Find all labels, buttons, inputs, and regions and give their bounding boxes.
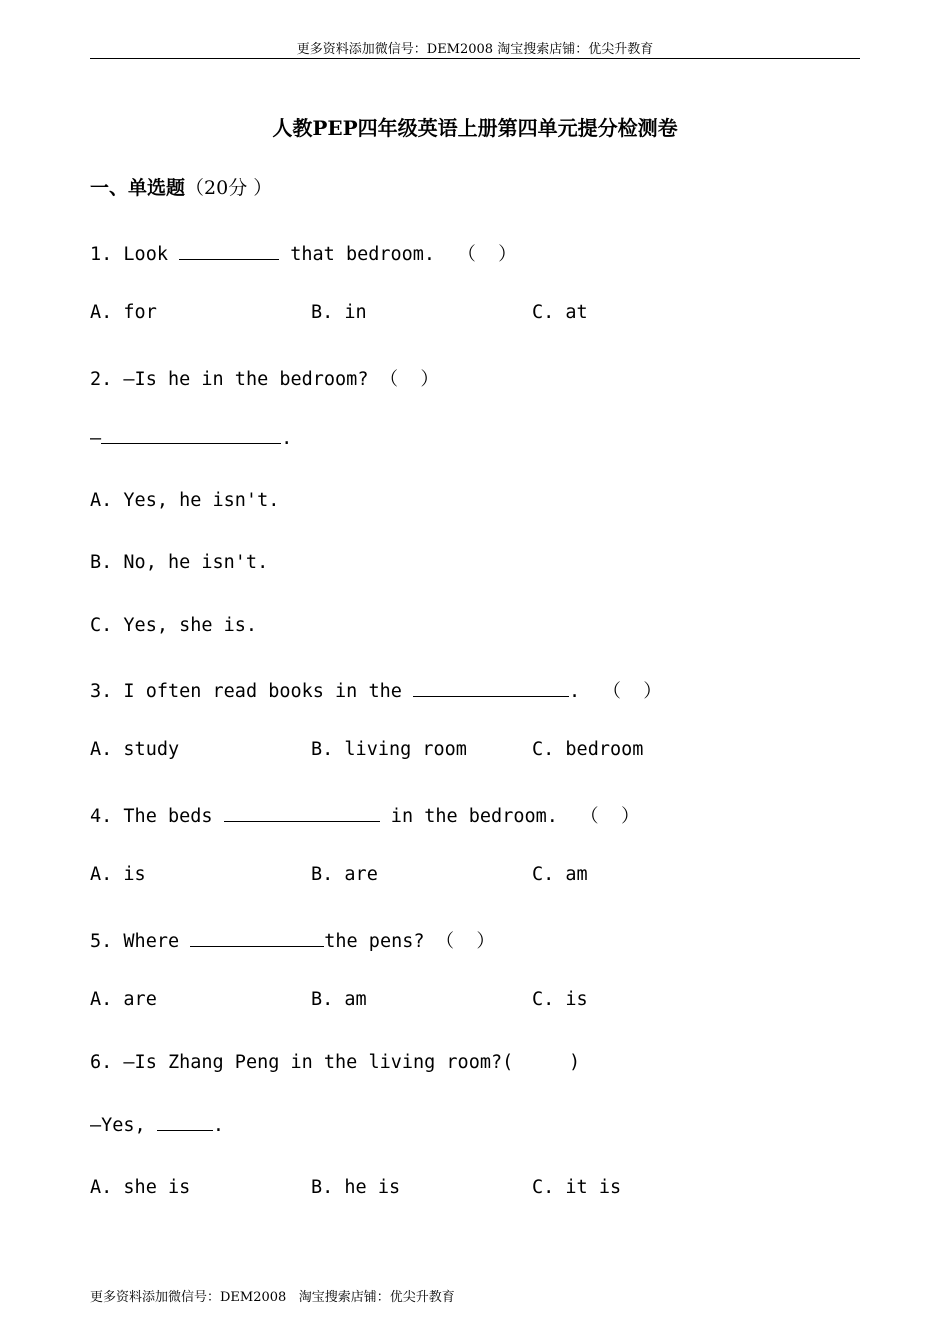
period: .: [281, 428, 293, 449]
answer-blank[interactable]: [224, 805, 380, 822]
section-label: 一、单选题: [90, 177, 186, 199]
option-b[interactable]: B. am: [311, 989, 367, 1010]
answer-prefix: —Yes,: [90, 1115, 157, 1136]
page-footer: 更多资料添加微信号：DEM2008 淘宝搜索店铺：优尖升教育: [90, 1290, 455, 1305]
question-number: 4.: [90, 806, 113, 827]
option-a[interactable]: A. Yes, he isn't.: [90, 490, 280, 511]
question-number: 3.: [90, 681, 113, 702]
question-number: 1.: [90, 244, 113, 265]
question-text: Where: [123, 931, 191, 952]
question-4: [90, 802, 639, 828]
answer-blank[interactable]: [190, 930, 324, 947]
header-divider: [90, 58, 860, 59]
answer-paren[interactable]: （ ）: [602, 681, 662, 702]
question-text: —Is he in the bedroom?: [123, 369, 369, 390]
question-2: [90, 365, 439, 391]
option-b[interactable]: B. living room: [311, 739, 467, 760]
question-number: 2.: [90, 369, 113, 390]
answer-paren[interactable]: （ ）: [379, 369, 439, 390]
question-3: [90, 677, 662, 703]
option-b[interactable]: B. in: [311, 302, 367, 323]
question-text: Look: [123, 244, 180, 265]
option-a[interactable]: A. study: [90, 739, 180, 760]
answer-line: [90, 1114, 224, 1136]
question-text: I often read books in the: [123, 681, 414, 702]
answer-paren[interactable]: （ ）: [435, 931, 495, 952]
question-text: —Is Zhang Peng in the living room?: [123, 1052, 503, 1073]
question-1: [90, 240, 517, 266]
option-b[interactable]: B. No, he isn't.: [90, 552, 269, 573]
answer-blank[interactable]: [179, 243, 279, 260]
answer-blank[interactable]: [157, 1114, 213, 1131]
question-number: 5.: [90, 931, 113, 952]
answer-blank[interactable]: [101, 427, 281, 444]
section-heading: [90, 173, 272, 200]
answer-paren[interactable]: （ ）: [457, 244, 517, 265]
option-a[interactable]: A. she is: [90, 1177, 191, 1198]
option-a[interactable]: A. are: [90, 989, 157, 1010]
option-c[interactable]: C. Yes, she is.: [90, 615, 258, 636]
page-title: 人教PEP四年级英语上册第四单元提分检测卷: [272, 116, 678, 140]
option-c[interactable]: C. it is: [532, 1177, 622, 1198]
option-b[interactable]: B. are: [311, 864, 378, 885]
option-b[interactable]: B. he is: [311, 1177, 401, 1198]
answer-blank[interactable]: [413, 680, 569, 697]
question-text-after: that bedroom.: [279, 244, 436, 265]
section-points: （20分 ）: [185, 177, 273, 199]
question-text: The beds: [123, 806, 224, 827]
question-6: [90, 1052, 580, 1073]
option-c[interactable]: C. am: [532, 864, 588, 885]
option-c[interactable]: C. is: [532, 989, 588, 1010]
answer-paren[interactable]: （ ）: [580, 806, 640, 827]
question-5: [90, 927, 495, 953]
period: .: [212, 1115, 224, 1136]
option-a[interactable]: A. for: [90, 302, 157, 323]
dash: —: [90, 428, 102, 449]
answer-line: [90, 427, 292, 449]
question-text-after: in the bedroom.: [379, 806, 558, 827]
option-c[interactable]: C. bedroom: [532, 739, 644, 760]
question-text-after: .: [569, 681, 581, 702]
question-number: 6.: [90, 1052, 113, 1073]
option-a[interactable]: A. is: [90, 864, 146, 885]
answer-paren[interactable]: ( ): [502, 1052, 581, 1073]
page-header: 更多资料添加微信号：DEM2008 淘宝搜索店铺：优尖升教育: [296, 42, 654, 57]
option-c[interactable]: C. at: [532, 302, 588, 323]
question-text-after: the pens?: [324, 931, 425, 952]
